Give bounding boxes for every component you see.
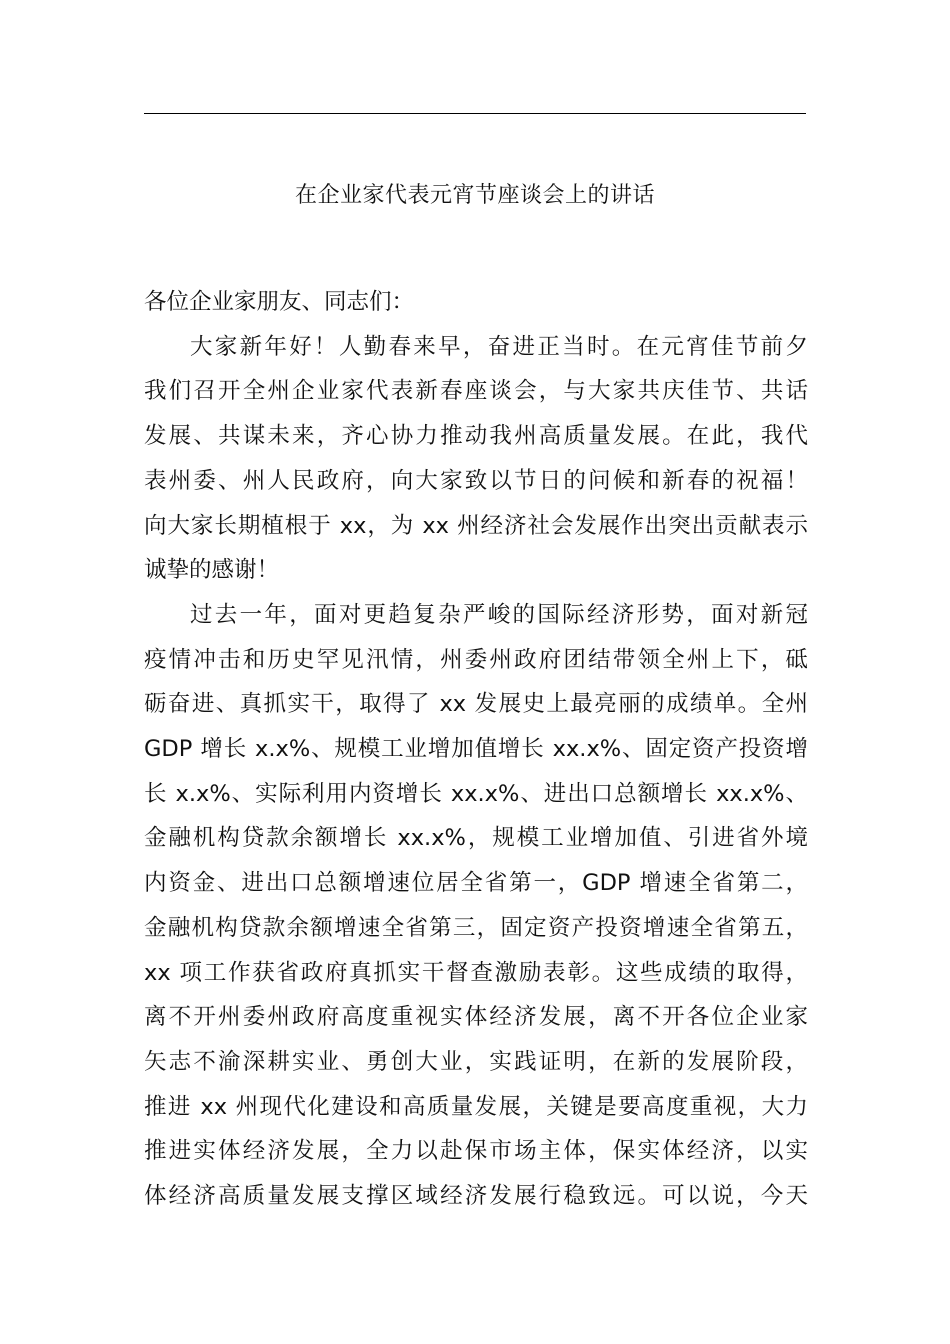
paragraph-line: 疫情冲击和历史罕见汛情，州委州政府团结带领全州上下，砥 [144,646,808,673]
paragraph [144,325,808,593]
paragraph-line: 长 x.x%、实际利用内资增长 xx.x%、进出口总额增长 xx.x%、 [144,780,808,807]
document-body [144,280,808,1219]
paragraph-line: 体经济高质量发展支撑区域经济发展行稳致远。可以说，今天 [144,1183,808,1210]
document-title: 在企业家代表元宵节座谈会上的讲话 [294,183,655,208]
paragraph-line: 表州委、州人民政府，向大家致以节日的问候和新春的祝福！ [144,467,808,494]
paragraph-line: 内资金、进出口总额增速位居全省第一，GDP 增速全省第二， [144,870,808,897]
paragraph-line: 发展、共谋未来，齐心协力推动我州高质量发展。在此，我代 [144,423,808,450]
paragraph-line: 诚挚的感谢！ [144,557,280,584]
paragraph-line: 向大家长期植根于 xx，为 xx 州经济社会发展作出突出贡献表示 [144,512,808,539]
salutation: 各位企业家朋友、同志们： [144,289,415,315]
paragraph-line: 推进实体经济发展，全力以赴保市场主体，保实体经济，以实 [144,1138,808,1165]
paragraph-line: 矢志不渝深耕实业、勇创大业，实践证明，在新的发展阶段， [144,1048,808,1075]
paragraph-line: xx 项工作获省政府真抓实干督查激励表彰。这些成绩的取得， [144,959,808,986]
paragraph-line: 推进 xx 州现代化建设和高质量发展，关键是要高度重视，大力 [144,1093,808,1120]
paragraph-line: 我们召开全州企业家代表新春座谈会，与大家共庆佳节、共话 [144,378,808,405]
header-rule [144,113,806,114]
paragraph-line: 大家新年好！人勤春来早，奋进正当时。在元宵佳节前夕 [190,333,808,360]
paragraph-line: GDP 增长 x.x%、规模工业增加值增长 xx.x%、固定资产投资增 [144,736,808,763]
paragraph [144,593,808,1219]
paragraph-line: 金融机构贷款余额增速全省第三，固定资产投资增速全省第五， [144,914,808,941]
paragraph-line: 金融机构贷款余额增长 xx.x%，规模工业增加值、引进省外境 [144,825,808,852]
paragraph-line: 离不开州委州政府高度重视实体经济发展，离不开各位企业家 [144,1004,808,1031]
paragraph-line: 砺奋进、真抓实干，取得了 xx 发展史上最亮丽的成绩单。全州 [144,691,808,718]
paragraph-line: 过去一年，面对更趋复杂严峻的国际经济形势，面对新冠 [190,601,808,628]
